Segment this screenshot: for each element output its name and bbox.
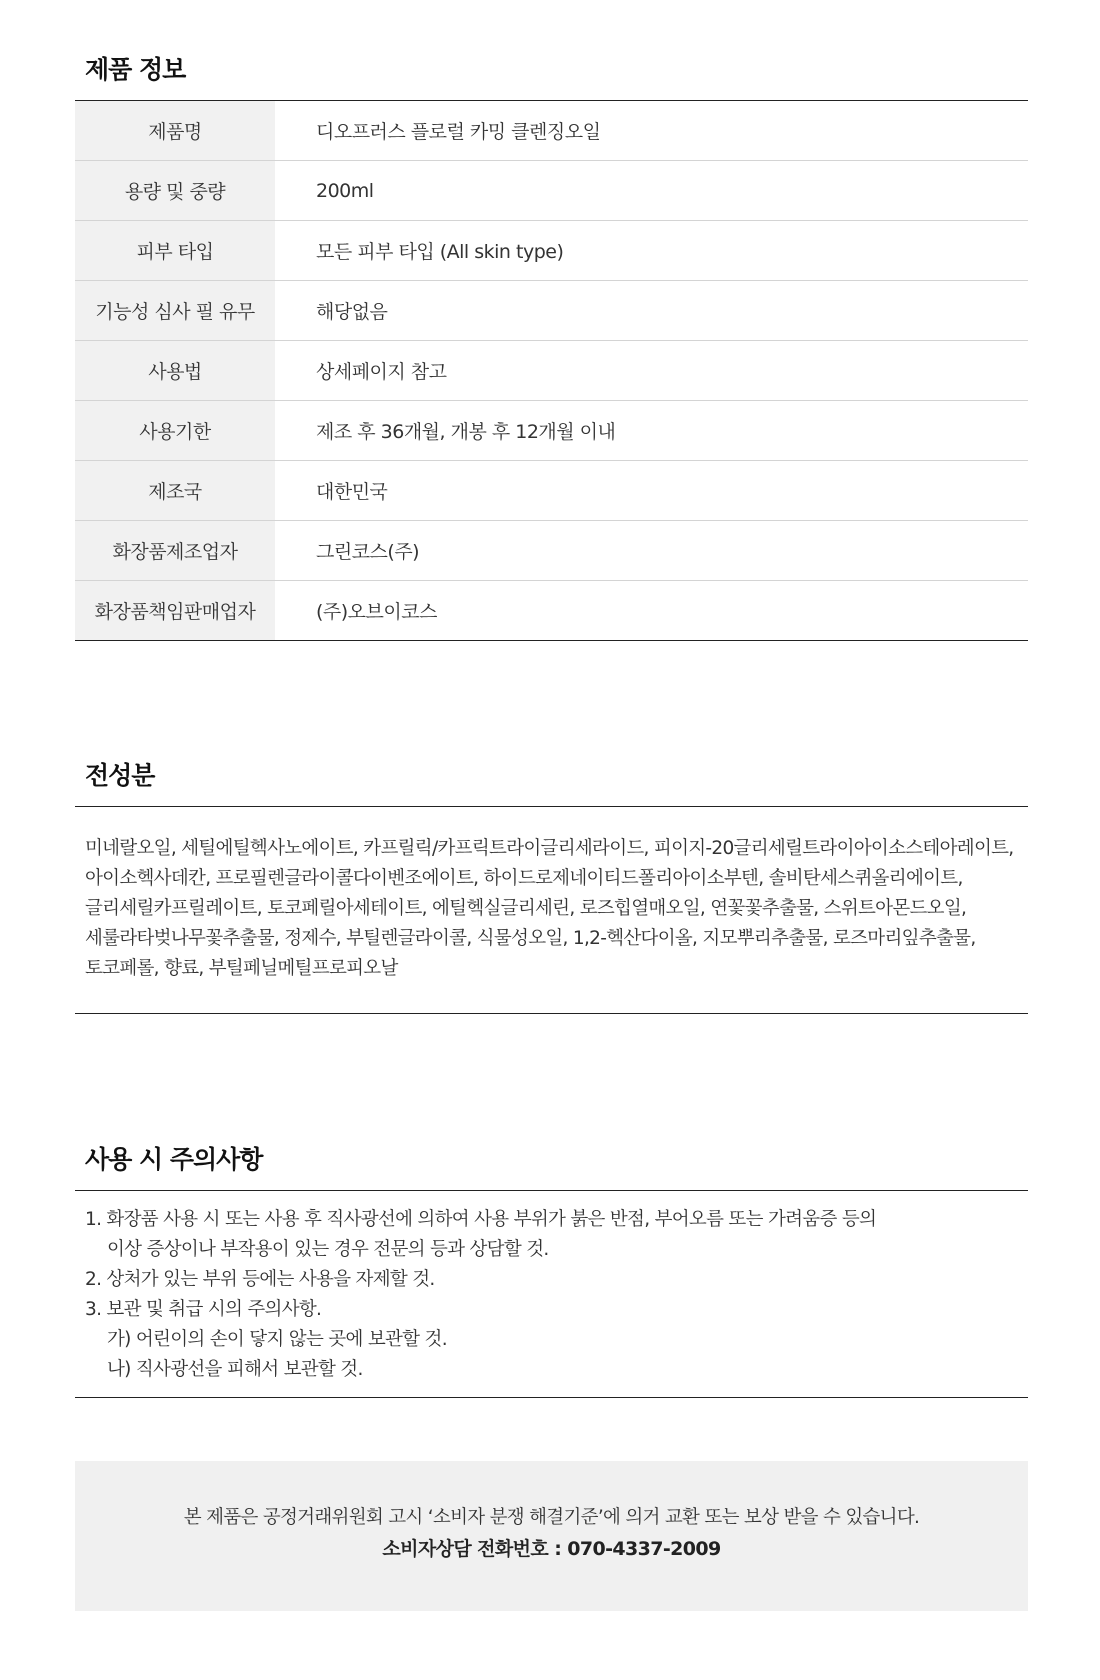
row-label: 제품명 <box>75 101 275 161</box>
ingredients-line: 아이소헥사데칸, 프로필렌글라이콜다이벤조에이트, 하이드로제네이티드폴리아이소부텐, 솔비탄세스퀴올리에이트, <box>85 868 963 889</box>
product-info-table <box>75 101 1028 641</box>
product-info-title: 제품 정보 <box>85 55 186 84</box>
ingredients-line: 세룰라타벚나무꽃추출물, 정제수, 부틸렌글라이콜, 식물성오일, 1,2-헥산다이올, 지모뿌리추출물, 로즈마리잎추출물, <box>85 928 976 949</box>
caution-item: 2. 상처가 있는 부위 등에는 사용을 자제할 것. <box>85 1269 435 1290</box>
row-value: 200ml <box>275 161 1028 221</box>
row-value: (주)오브이코스 <box>275 581 1028 641</box>
row-label: 제조국 <box>75 461 275 521</box>
caution-sub-item: 나) 직사광선을 피해서 보관할 것. <box>107 1359 363 1380</box>
row-label: 사용법 <box>75 341 275 401</box>
table-row <box>75 161 1028 221</box>
consumer-notice-box <box>75 1461 1028 1611</box>
row-label: 사용기한 <box>75 401 275 461</box>
row-value: 대한민국 <box>275 461 1028 521</box>
notice-text: 본 제품은 공정거래위원회 고시 ‘소비자 분쟁 해결기준’에 의거 교환 또는 보상 받을 수 있습니다. <box>183 1507 920 1528</box>
table-row <box>75 281 1028 341</box>
row-label: 화장품제조업자 <box>75 521 275 581</box>
ingredients-title: 전성분 <box>85 761 155 790</box>
table-row <box>75 401 1028 461</box>
row-value: 제조 후 36개월, 개봉 후 12개월 이내 <box>275 401 1028 461</box>
consumer-phone-text: 소비자상담 전화번호 : 070-4337-2009 <box>382 1538 721 1560</box>
caution-item: 3. 보관 및 취급 시의 주의사항. <box>85 1299 322 1320</box>
cautions-section <box>75 1140 1028 1398</box>
cautions-title: 사용 시 주의사항 <box>85 1145 263 1174</box>
cautions-list <box>75 1191 1028 1398</box>
table-row <box>75 341 1028 401</box>
row-value: 그린코스(주) <box>275 521 1028 581</box>
row-label: 용량 및 중량 <box>75 161 275 221</box>
table-row <box>75 101 1028 161</box>
ingredients-line: 글리세릴카프릴레이트, 토코페릴아세테이트, 에틸헥실글리세린, 로즈힙열매오일, 연꽃꽃추출물, 스위트아몬드오일, <box>85 898 967 919</box>
row-label: 피부 타입 <box>75 221 275 281</box>
table-row <box>75 221 1028 281</box>
caution-sub-item: 가) 어린이의 손이 닿지 않는 곳에 보관할 것. <box>107 1329 447 1350</box>
ingredients-section <box>75 756 1028 1014</box>
table-row <box>75 581 1028 641</box>
ingredients-line: 토코페롤, 향료, 부틸페닐메틸프로피오날 <box>85 958 398 979</box>
ingredients-line: 미네랄오일, 세틸에틸헥사노에이트, 카프릴릭/카프릭트라이글리세라이드, 피이지-20글리세릴트라이아이소스테아레이트, <box>85 838 1014 859</box>
caution-item-continued: 이상 증상이나 부작용이 있는 경우 전문의 등과 상담할 것. <box>107 1239 549 1260</box>
ingredients-text <box>75 807 1028 1014</box>
row-label: 기능성 심사 필 유무 <box>75 281 275 341</box>
product-info-section <box>75 50 1028 641</box>
row-value: 디오프러스 플로럴 카밍 클렌징오일 <box>275 101 1028 161</box>
table-row <box>75 521 1028 581</box>
row-label: 화장품책임판매업자 <box>75 581 275 641</box>
row-value: 상세페이지 참고 <box>275 341 1028 401</box>
row-value: 해당없음 <box>275 281 1028 341</box>
caution-item: 1. 화장품 사용 시 또는 사용 후 직사광선에 의하여 사용 부위가 붉은 반점, 부어오름 또는 가려움증 등의 <box>85 1209 877 1230</box>
row-value: 모든 피부 타입 (All skin type) <box>275 221 1028 281</box>
table-row <box>75 461 1028 521</box>
